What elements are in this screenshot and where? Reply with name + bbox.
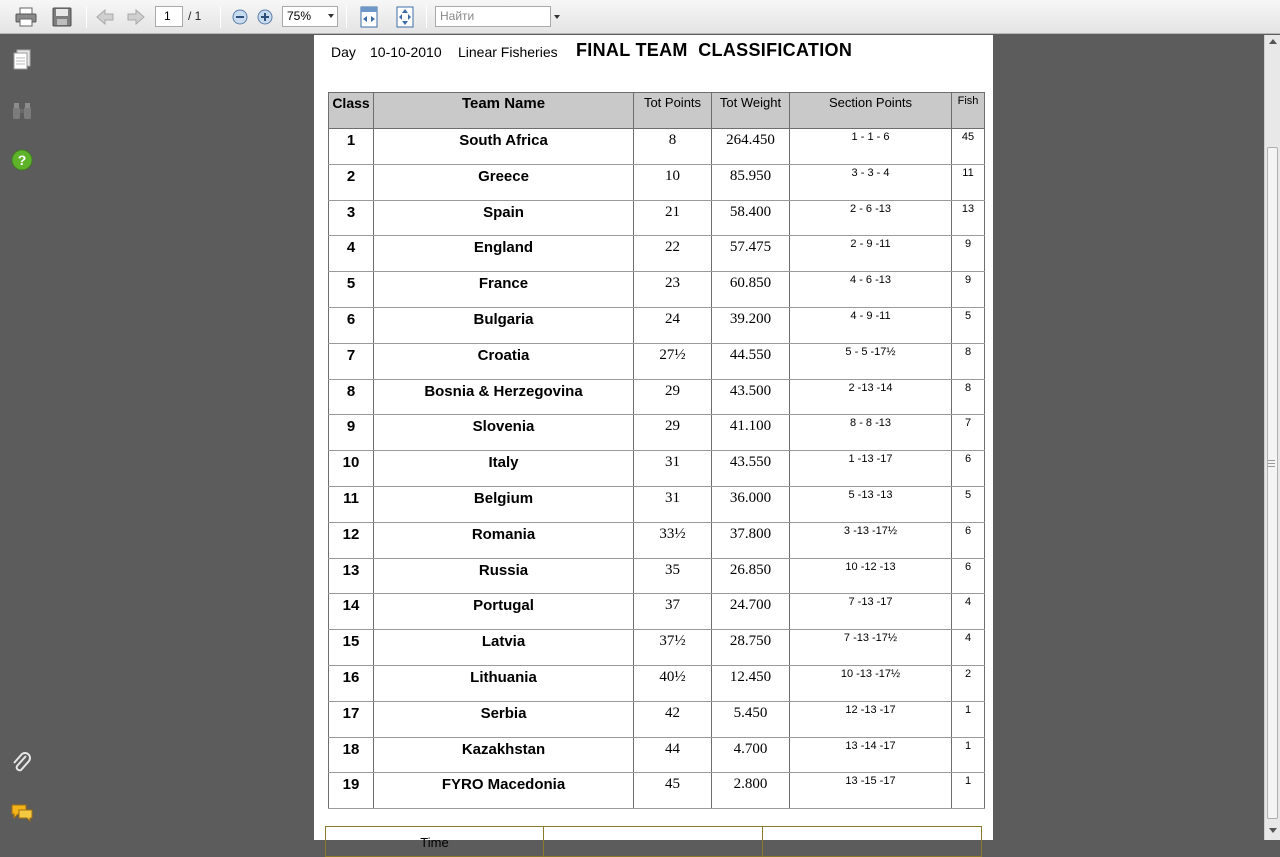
team-name-cell: Slovenia <box>374 415 634 451</box>
section-points-cell: 2 - 9 -11 <box>790 236 952 272</box>
team-name-cell: Portugal <box>374 594 634 630</box>
table-row <box>329 558 985 594</box>
team-name-cell: Kazakhstan <box>374 737 634 773</box>
section-points-cell: 5 - 5 -17½ <box>790 343 952 379</box>
section-points-cell: 13 -14 -17 <box>790 737 952 773</box>
class-cell: 18 <box>329 737 374 773</box>
weight-cell: 44.550 <box>712 343 790 379</box>
class-cell: 15 <box>329 630 374 666</box>
table-row <box>329 522 985 558</box>
prev-page-button[interactable] <box>93 5 117 29</box>
class-cell: 13 <box>329 558 374 594</box>
points-cell: 8 <box>634 129 712 165</box>
team-name-cell: Spain <box>374 200 634 236</box>
team-name-cell: Serbia <box>374 701 634 737</box>
zoom-out-icon <box>232 9 248 25</box>
team-name-cell: Italy <box>374 451 634 487</box>
points-cell: 44 <box>634 737 712 773</box>
points-cell: 31 <box>634 451 712 487</box>
class-cell: 14 <box>329 594 374 630</box>
time-table <box>325 826 982 857</box>
points-cell: 42 <box>634 701 712 737</box>
fish-cell: 2 <box>952 665 985 701</box>
help-icon <box>11 149 33 171</box>
class-cell: 17 <box>329 701 374 737</box>
chevron-down-icon[interactable] <box>328 14 334 18</box>
page-total: / 1 <box>188 9 202 23</box>
pages-panel-button[interactable] <box>10 48 34 72</box>
team-name-cell: South Africa <box>374 129 634 165</box>
fish-cell: 45 <box>952 129 985 165</box>
save-button[interactable] <box>50 5 74 29</box>
section-points-cell: 4 - 6 -13 <box>790 272 952 308</box>
table-row <box>329 773 985 809</box>
team-name-cell: Lithuania <box>374 665 634 701</box>
fish-cell: 5 <box>952 307 985 343</box>
fish-cell: 4 <box>952 594 985 630</box>
binoculars-icon <box>11 101 33 121</box>
points-cell: 29 <box>634 415 712 451</box>
table-row <box>329 272 985 308</box>
weight-cell: 60.850 <box>712 272 790 308</box>
team-name-cell: Russia <box>374 558 634 594</box>
section-points-cell: 5 -13 -13 <box>790 486 952 522</box>
weight-cell: 5.450 <box>712 701 790 737</box>
points-cell: 40½ <box>634 665 712 701</box>
col-header-weight: Tot Weight <box>712 93 790 129</box>
zoom-select[interactable]: 75% <box>282 6 338 27</box>
team-name-cell: Romania <box>374 522 634 558</box>
table-row <box>329 594 985 630</box>
zoom-in-button[interactable] <box>253 5 277 29</box>
save-icon <box>52 7 72 27</box>
table-row <box>329 343 985 379</box>
table-row <box>329 665 985 701</box>
section-points-cell: 7 -13 -17 <box>790 594 952 630</box>
fish-cell: 1 <box>952 773 985 809</box>
team-name-cell: Belgium <box>374 486 634 522</box>
print-icon <box>15 7 37 27</box>
team-name-cell: Latvia <box>374 630 634 666</box>
fish-cell: 6 <box>952 522 985 558</box>
fit-width-button[interactable] <box>357 5 381 29</box>
help-button[interactable] <box>10 148 34 172</box>
team-name-cell: Bulgaria <box>374 307 634 343</box>
fish-cell: 1 <box>952 701 985 737</box>
team-name-cell: Bosnia & Herzegovina <box>374 379 634 415</box>
weight-cell: 85.950 <box>712 164 790 200</box>
fish-cell: 5 <box>952 486 985 522</box>
weight-cell: 4.700 <box>712 737 790 773</box>
col-header-points: Tot Points <box>634 93 712 129</box>
weight-cell: 43.500 <box>712 379 790 415</box>
section-points-cell: 10 -13 -17½ <box>790 665 952 701</box>
table-row <box>329 415 985 451</box>
weight-cell: 41.100 <box>712 415 790 451</box>
find-options-dropdown[interactable] <box>551 6 563 27</box>
class-cell: 3 <box>329 200 374 236</box>
class-cell: 16 <box>329 665 374 701</box>
points-cell: 27½ <box>634 343 712 379</box>
zoom-in-icon <box>257 9 273 25</box>
time-cell <box>544 827 763 857</box>
scroll-down-icon[interactable] <box>1269 828 1277 833</box>
table-row <box>329 737 985 773</box>
section-points-cell: 7 -13 -17½ <box>790 630 952 666</box>
section-points-cell: 1 - 1 - 6 <box>790 129 952 165</box>
table-row <box>329 379 985 415</box>
weight-cell: 264.450 <box>712 129 790 165</box>
attachments-button[interactable] <box>10 751 34 775</box>
class-cell: 2 <box>329 164 374 200</box>
points-cell: 37½ <box>634 630 712 666</box>
comments-icon <box>10 803 34 823</box>
class-cell: 11 <box>329 486 374 522</box>
points-cell: 37 <box>634 594 712 630</box>
points-cell: 21 <box>634 200 712 236</box>
table-header-row <box>329 93 985 129</box>
weight-cell: 12.450 <box>712 665 790 701</box>
class-cell: 7 <box>329 343 374 379</box>
next-page-icon <box>126 8 146 26</box>
comments-button[interactable] <box>10 801 34 825</box>
class-cell: 8 <box>329 379 374 415</box>
team-name-cell: FYRO Macedonia <box>374 773 634 809</box>
fish-cell: 6 <box>952 451 985 487</box>
class-cell: 9 <box>329 415 374 451</box>
next-page-button[interactable] <box>124 5 148 29</box>
class-cell: 5 <box>329 272 374 308</box>
class-cell: 19 <box>329 773 374 809</box>
class-cell: 1 <box>329 129 374 165</box>
fit-page-icon <box>395 6 415 28</box>
fish-cell: 1 <box>952 737 985 773</box>
attachment-icon <box>11 751 33 775</box>
col-header-class: Class <box>329 93 374 129</box>
navigation-panel <box>0 35 44 840</box>
svg-text:?: ? <box>17 152 27 168</box>
search-panel-button[interactable] <box>10 99 34 123</box>
time-cell <box>763 827 982 857</box>
fish-cell: 8 <box>952 379 985 415</box>
table-row <box>329 200 985 236</box>
fish-cell: 6 <box>952 558 985 594</box>
section-points-cell: 2 -13 -14 <box>790 379 952 415</box>
points-cell: 33½ <box>634 522 712 558</box>
weight-cell: 37.800 <box>712 522 790 558</box>
points-cell: 31 <box>634 486 712 522</box>
table-row <box>329 630 985 666</box>
points-cell: 23 <box>634 272 712 308</box>
document-page <box>314 35 993 850</box>
weight-cell: 43.550 <box>712 451 790 487</box>
document-title: FINAL TEAM CLASSIFICATION <box>576 40 853 60</box>
table-row <box>329 129 985 165</box>
class-cell: 12 <box>329 522 374 558</box>
col-header-section: Section Points <box>790 93 952 129</box>
scroll-grip-icon <box>1268 460 1275 468</box>
find-input[interactable]: Найти <box>435 6 551 27</box>
team-name-cell: Greece <box>374 164 634 200</box>
pages-panel-icon <box>12 49 32 71</box>
points-cell: 10 <box>634 164 712 200</box>
team-name-cell: England <box>374 236 634 272</box>
fish-cell: 4 <box>952 630 985 666</box>
table-row <box>329 236 985 272</box>
team-name-cell: France <box>374 272 634 308</box>
col-header-fish: Fish <box>952 93 985 129</box>
weight-cell: 2.800 <box>712 773 790 809</box>
section-points-cell: 12 -13 -17 <box>790 701 952 737</box>
fish-cell: 13 <box>952 200 985 236</box>
table-row <box>329 701 985 737</box>
weight-cell: 28.750 <box>712 630 790 666</box>
points-cell: 29 <box>634 379 712 415</box>
page-number-input[interactable]: 1 <box>155 6 183 27</box>
points-cell: 24 <box>634 307 712 343</box>
weight-cell: 36.000 <box>712 486 790 522</box>
scroll-up-icon[interactable] <box>1269 39 1277 44</box>
fish-cell: 7 <box>952 415 985 451</box>
table-row <box>329 451 985 487</box>
class-cell: 6 <box>329 307 374 343</box>
class-cell: 10 <box>329 451 374 487</box>
table-row <box>329 164 985 200</box>
zoom-out-button[interactable] <box>228 5 252 29</box>
weight-cell: 57.475 <box>712 236 790 272</box>
section-points-cell: 10 -12 -13 <box>790 558 952 594</box>
weight-cell: 26.850 <box>712 558 790 594</box>
classification-table <box>328 92 985 809</box>
weight-cell: 24.700 <box>712 594 790 630</box>
points-cell: 35 <box>634 558 712 594</box>
print-button[interactable] <box>14 5 38 29</box>
table-row <box>329 486 985 522</box>
points-cell: 45 <box>634 773 712 809</box>
col-header-team: Team Name <box>374 93 634 129</box>
fish-cell: 11 <box>952 164 985 200</box>
section-points-cell: 3 - 3 - 4 <box>790 164 952 200</box>
points-cell: 22 <box>634 236 712 272</box>
section-points-cell: 3 -13 -17½ <box>790 522 952 558</box>
time-label: Time <box>326 827 544 857</box>
section-points-cell: 8 - 8 -13 <box>790 415 952 451</box>
section-points-cell: 2 - 6 -13 <box>790 200 952 236</box>
scroll-thumb[interactable] <box>1267 147 1278 819</box>
fit-page-button[interactable] <box>393 5 417 29</box>
section-points-cell: 1 -13 -17 <box>790 451 952 487</box>
table-row <box>329 307 985 343</box>
class-cell: 4 <box>329 236 374 272</box>
prev-page-icon <box>95 8 115 26</box>
fish-cell: 9 <box>952 236 985 272</box>
vertical-scrollbar[interactable] <box>1264 35 1280 840</box>
weight-cell: 58.400 <box>712 200 790 236</box>
event-date: 10-10-2010 <box>370 44 442 60</box>
fit-width-icon <box>359 6 379 28</box>
weight-cell: 39.200 <box>712 307 790 343</box>
section-points-cell: 13 -15 -17 <box>790 773 952 809</box>
venue-name: Linear Fisheries <box>458 44 558 60</box>
toolbar <box>0 0 1280 34</box>
fish-cell: 8 <box>952 343 985 379</box>
team-name-cell: Croatia <box>374 343 634 379</box>
day-label: Day <box>331 44 356 60</box>
section-points-cell: 4 - 9 -11 <box>790 307 952 343</box>
fish-cell: 9 <box>952 272 985 308</box>
